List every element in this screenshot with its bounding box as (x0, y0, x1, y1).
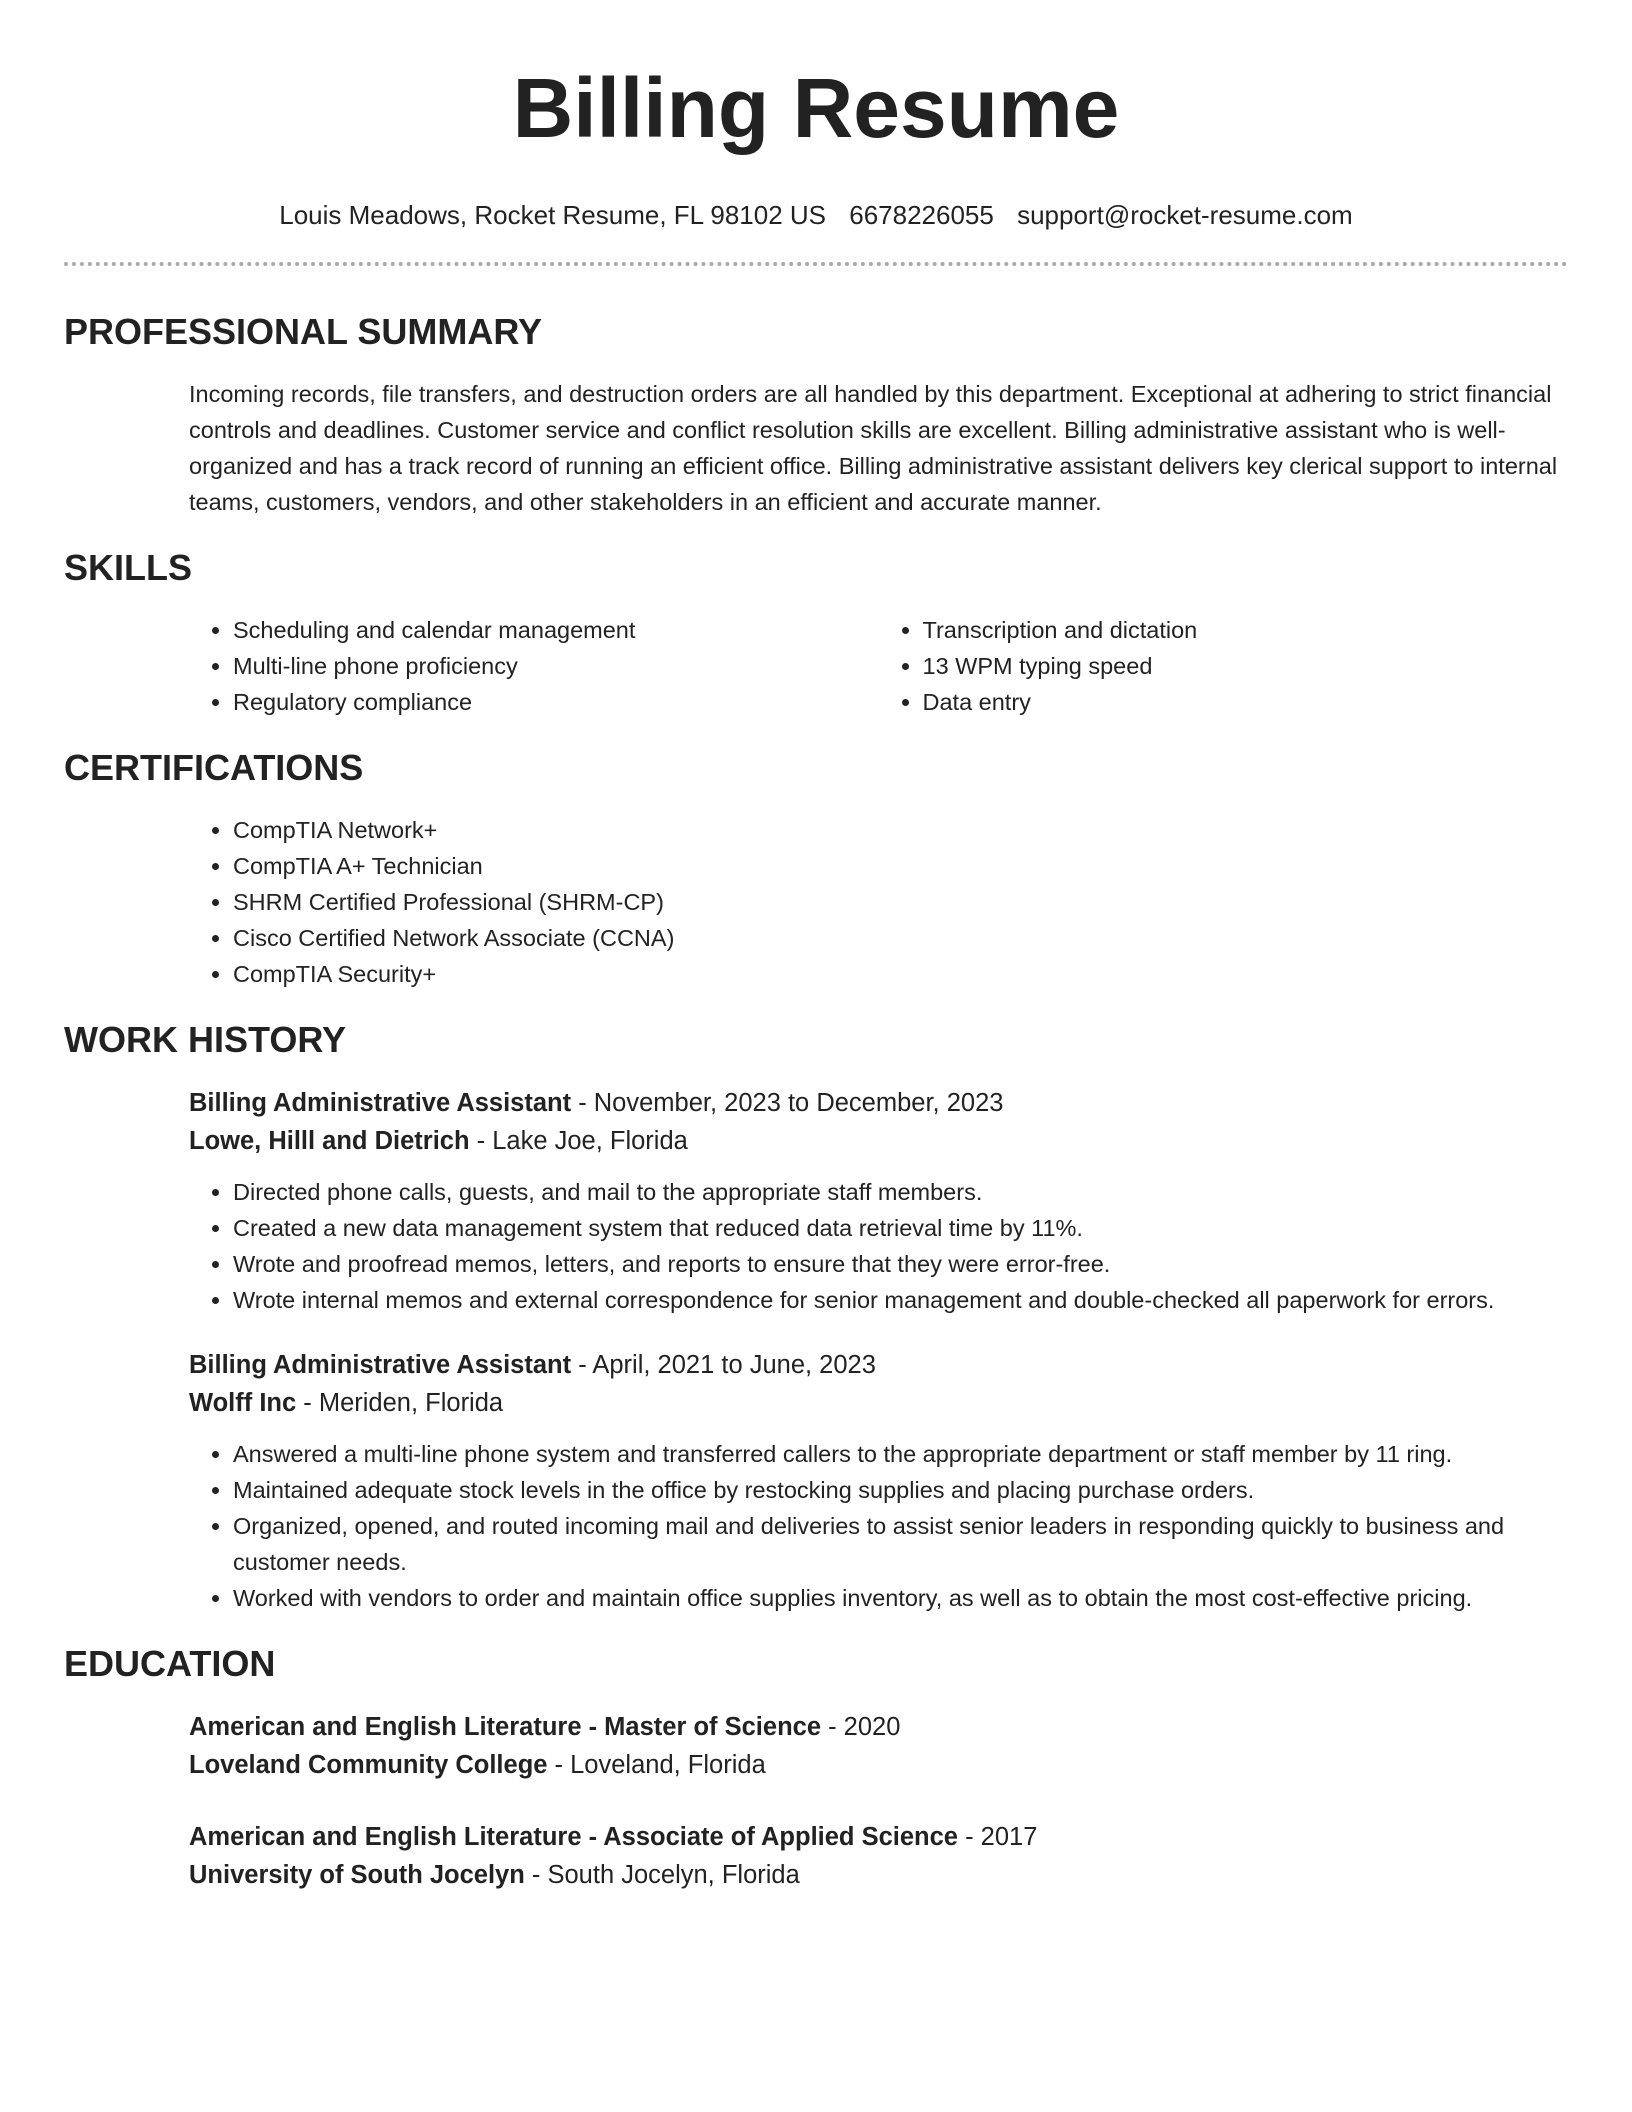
summary-text: Incoming records, file transfers, and destruction orders are all handled by this department. Exceptional at adhering to strict financial controls and deadlines. Customer service and conflict resolution skills are excellent. Billing administrative assistant who is well-organized and has a track record of running an efficient office. Billing administrative assistant delivers key clerical support to internal teams, customers, vendors, and other stakeholders in an efficient and accurate manner. (189, 381, 1558, 515)
list-item: • CompTIA A+ Technician (233, 848, 1568, 884)
job-bullets (64, 1174, 1568, 1318)
section-heading-summary: PROFESSIONAL SUMMARY (64, 311, 543, 352)
education-entry (189, 1818, 1568, 1894)
contact-phone: 6678226055 (849, 200, 994, 230)
skills-list-left (189, 612, 879, 720)
education-school-line (189, 1746, 1568, 1784)
skills-columns (189, 612, 1568, 720)
contact-line (64, 198, 1568, 232)
education-location: - Loveland, Florida (547, 1751, 766, 1779)
list-item: • Wrote internal memos and external correspondence for senior management and double-checked all paperwork for errors. (233, 1282, 1568, 1318)
list-item: • CompTIA Network+ (233, 812, 1568, 848)
list-item: • Scheduling and calendar management (233, 612, 879, 648)
section-heading-skills: SKILLS (64, 547, 193, 588)
job-title: Billing Administrative Assistant (189, 1351, 572, 1379)
job-dates: - April, 2021 to June, 2023 (571, 1351, 876, 1379)
job-bullets (64, 1436, 1568, 1616)
list-item: • Answered a multi-line phone system and transferred callers to the appropriate department or staff member by 11 ring. (233, 1436, 1568, 1472)
education-degree: American and English Literature - Associate of Applied Science (189, 1823, 958, 1851)
job-company: Wolff Inc (189, 1389, 297, 1417)
education-degree-line (189, 1708, 1568, 1746)
job-company-line (189, 1122, 1568, 1160)
certifications-list (189, 812, 1568, 992)
skills-list-right (879, 612, 1569, 720)
list-item: • Cisco Certified Network Associate (CCNA) (233, 920, 1568, 956)
header-divider (64, 262, 1568, 266)
list-item: • 13 WPM typing speed (923, 648, 1569, 684)
job-company-line (189, 1384, 1568, 1422)
section-heading-certifications: CERTIFICATIONS (64, 747, 364, 788)
job-location: - Meriden, Florida (296, 1389, 504, 1417)
section-heading-work-history: WORK HISTORY (64, 1019, 347, 1060)
list-item: • Maintained adequate stock levels in the office by restocking supplies and placing purchase orders. (233, 1472, 1568, 1508)
education-year: - 2020 (821, 1713, 901, 1741)
education-degree: American and English Literature - Master of Science (189, 1713, 822, 1741)
job-title-line (189, 1346, 1568, 1384)
education-school: Loveland Community College (189, 1751, 548, 1779)
list-item: • Data entry (923, 684, 1569, 720)
list-item: • Directed phone calls, guests, and mail to the appropriate staff members. (233, 1174, 1568, 1210)
list-item: • SHRM Certified Professional (SHRM-CP) (233, 884, 1568, 920)
job-entry (189, 1346, 1568, 1616)
education-degree-line (189, 1818, 1568, 1856)
list-item: • Organized, opened, and routed incoming mail and deliveries to assist senior leaders in responding quickly to business and customer needs. (233, 1508, 1568, 1580)
job-company: Lowe, Hilll and Dietrich (189, 1127, 470, 1155)
list-item: • Wrote and proofread memos, letters, and reports to ensure that they were error-free. (233, 1246, 1568, 1282)
list-item: • CompTIA Security+ (233, 956, 1568, 992)
job-title-line (189, 1084, 1568, 1122)
list-item: • Worked with vendors to order and maintain office supplies inventory, as well as to obtain the most cost-effective pricing. (233, 1580, 1568, 1616)
education-school: University of South Jocelyn (189, 1861, 525, 1889)
education-entry (189, 1708, 1568, 1784)
job-entry (189, 1084, 1568, 1318)
resume-title: Billing Resume (512, 61, 1120, 155)
education-school-line (189, 1856, 1568, 1894)
list-item: • Regulatory compliance (233, 684, 879, 720)
contact-email: support@rocket-resume.com (1017, 200, 1353, 230)
job-dates: - November, 2023 to December, 2023 (571, 1089, 1004, 1117)
education-location: - South Jocelyn, Florida (524, 1861, 800, 1889)
education-year: - 2017 (957, 1823, 1038, 1851)
list-item: • Multi-line phone proficiency (233, 648, 879, 684)
job-location: - Lake Joe, Florida (469, 1127, 688, 1155)
list-item: • Created a new data management system that reduced data retrieval time by 11%. (233, 1210, 1568, 1246)
job-title: Billing Administrative Assistant (189, 1089, 572, 1117)
certifications-block (189, 812, 1568, 992)
section-heading-education: EDUCATION (64, 1643, 276, 1684)
list-item: • Transcription and dictation (923, 612, 1569, 648)
contact-address: Louis Meadows, Rocket Resume, FL 98102 US (279, 200, 827, 230)
